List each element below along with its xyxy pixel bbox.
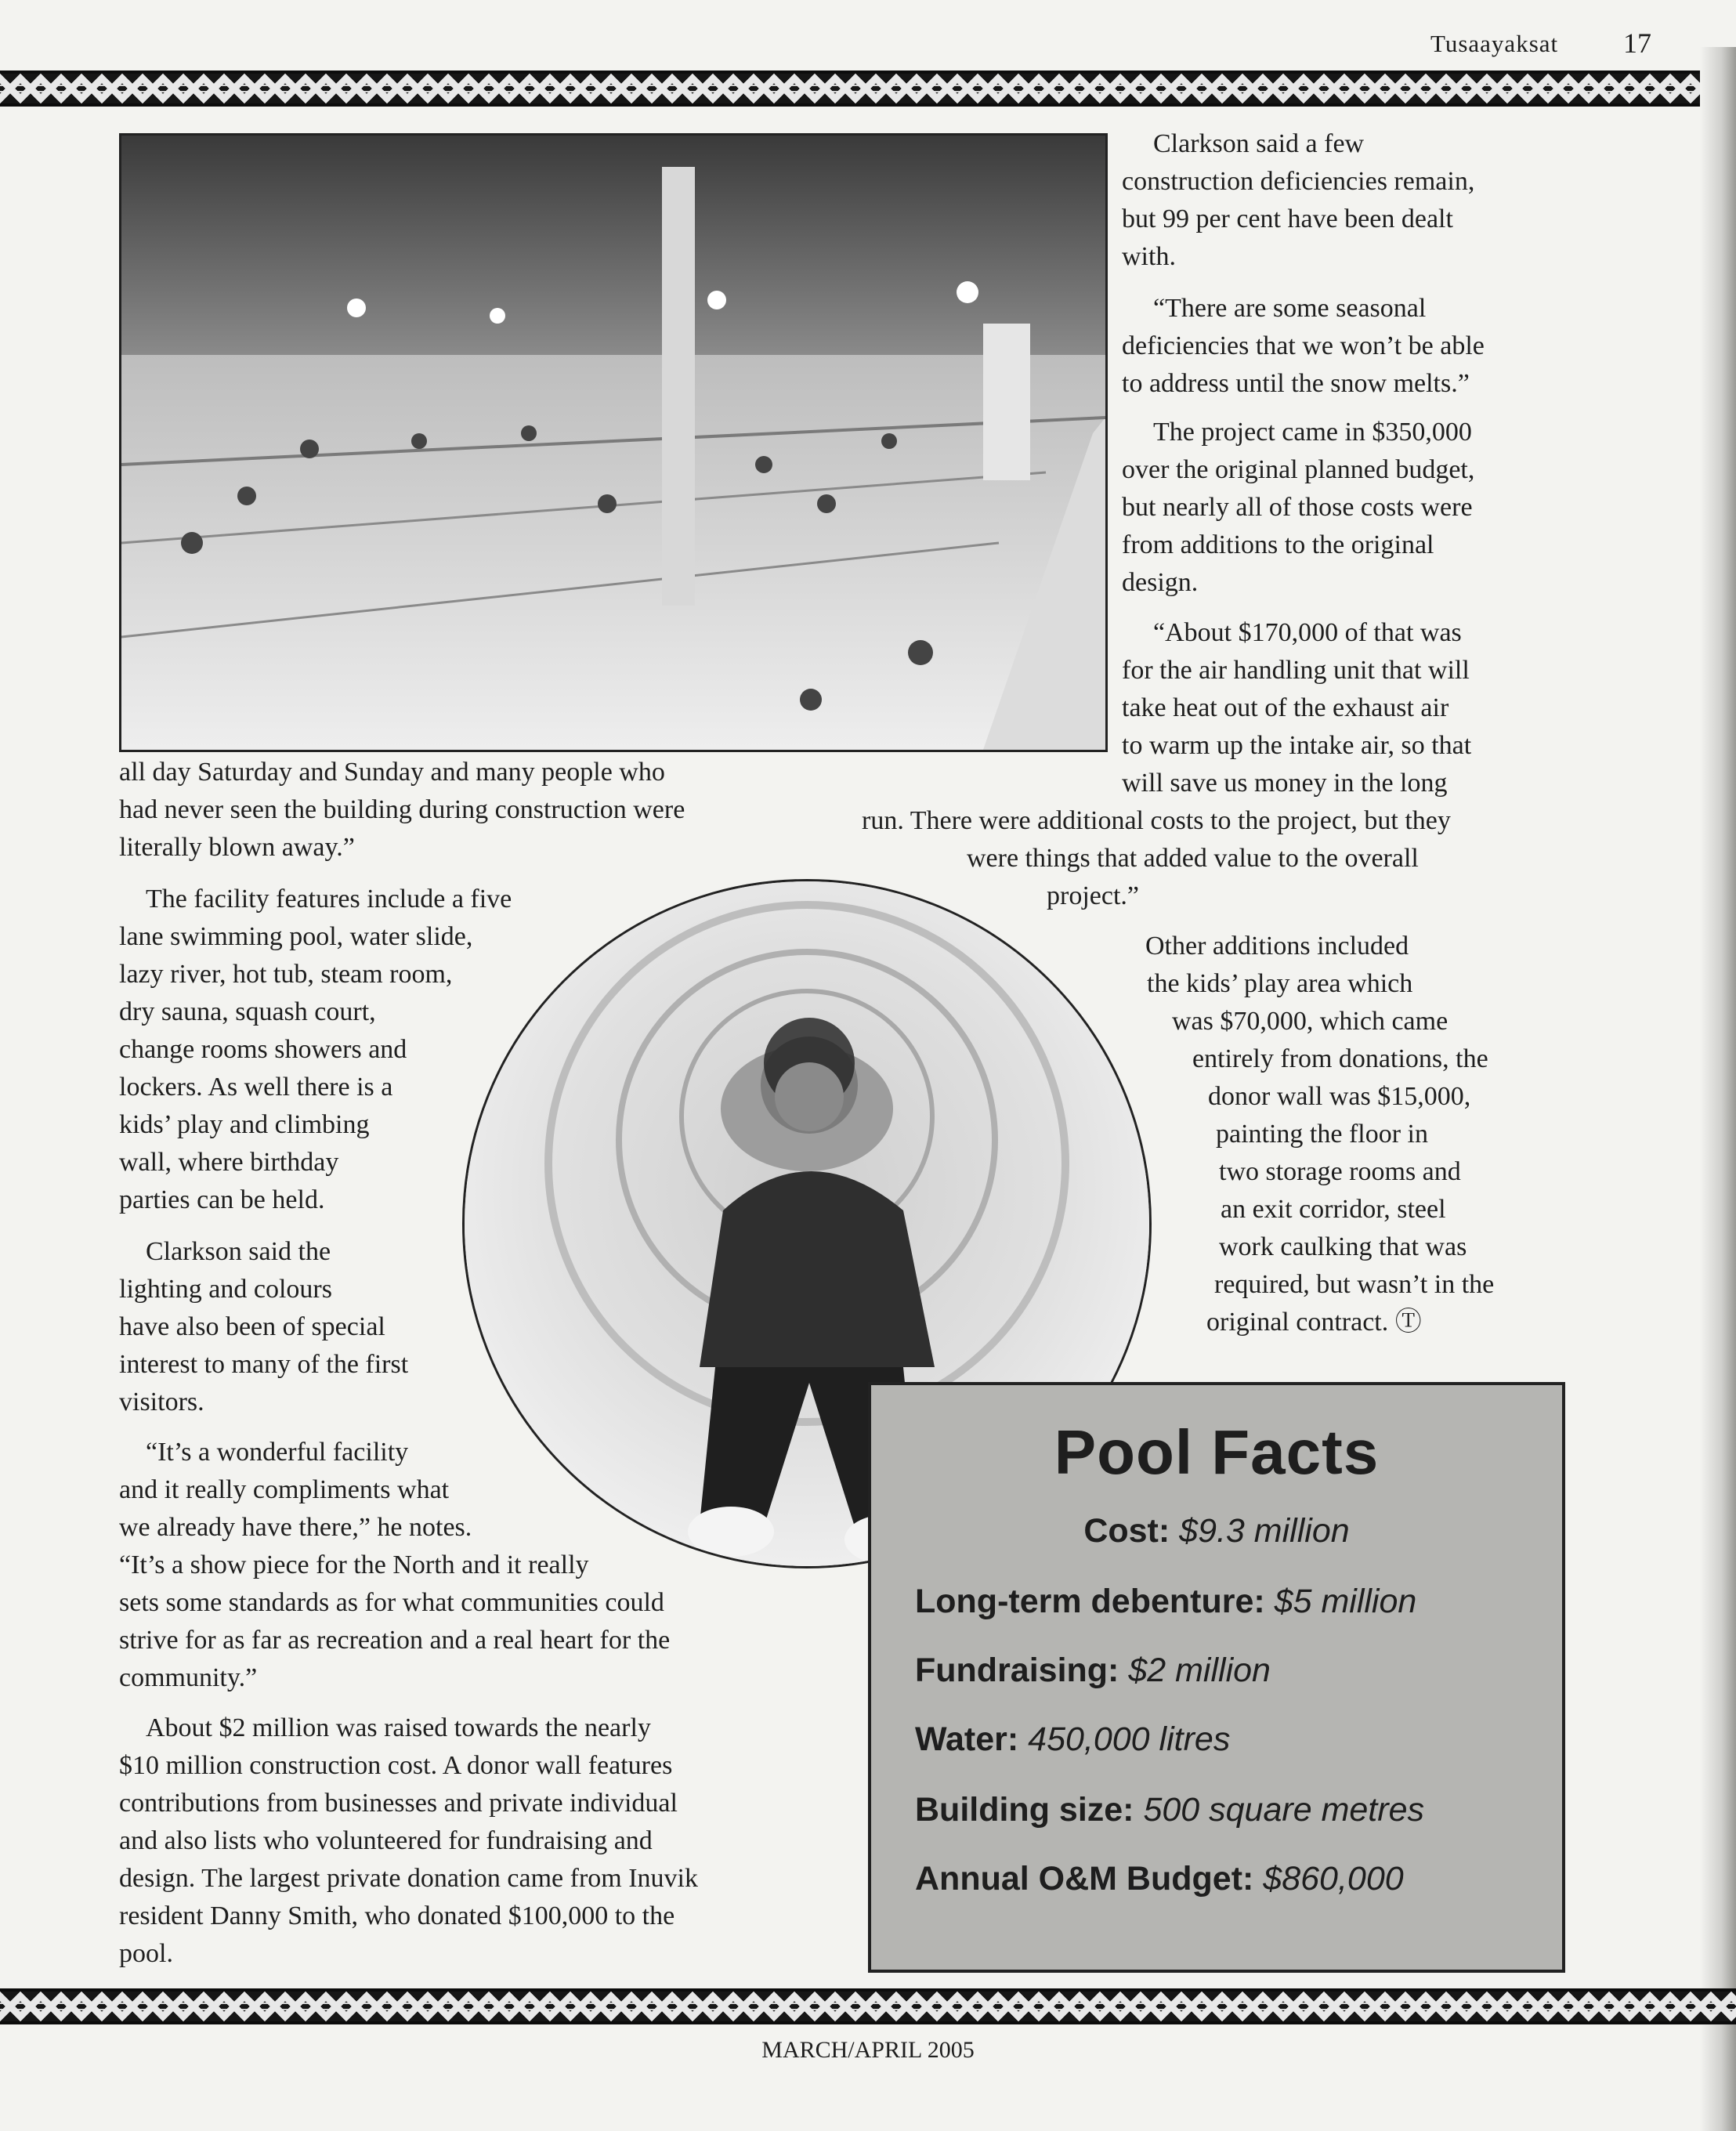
fact-om-budget	[915, 1860, 1404, 1898]
text-line: will save us money in the long	[1122, 769, 1448, 798]
fundraising-paragraph	[119, 1710, 698, 1973]
text-line: interest to many of the first	[119, 1350, 409, 1379]
fact-debenture	[915, 1583, 1416, 1621]
text-line: run. There were additional costs to the project, but they	[862, 806, 1451, 835]
fact-fundraising	[915, 1652, 1271, 1690]
text-line: and it really compliments what	[119, 1475, 450, 1504]
text-line: work caulking that was	[1219, 1232, 1467, 1261]
text-line: “It’s a show piece for the North and it really	[119, 1550, 589, 1579]
text-line: painting the floor in	[1216, 1120, 1429, 1149]
text-line: Clarkson said a few	[1153, 129, 1365, 158]
fact-label: Annual O&M Budget:	[915, 1860, 1254, 1898]
text-line: literally blown away.”	[119, 833, 355, 862]
text-line: but nearly all of those costs were	[1122, 493, 1473, 522]
fact-value: $9.3 million	[1179, 1512, 1350, 1550]
fact-label: Cost:	[1083, 1512, 1170, 1550]
text-line: pool.	[119, 1939, 173, 1968]
text-line: required, but wasn’t in the	[1214, 1270, 1495, 1299]
text-line: take heat out of the exhaust air	[1122, 693, 1449, 722]
issue-date: MARCH/APRIL 2005	[761, 2037, 975, 2063]
text-line: lazy river, hot tub, steam room,	[119, 960, 453, 989]
text-line: donor wall was $15,000,	[1208, 1082, 1471, 1111]
fact-value: $5 million	[1274, 1583, 1417, 1620]
text-line: “About $170,000 of that was	[1153, 618, 1462, 647]
text-line: were things that added value to the overall	[967, 844, 1419, 873]
text-line: change rooms showers and	[119, 1035, 407, 1064]
fact-label: Building size:	[915, 1791, 1134, 1829]
text-line: the kids’ play area which	[1147, 969, 1413, 998]
pool-photo	[119, 133, 1108, 752]
fact-value: 500 square metres	[1143, 1791, 1424, 1829]
text-line: had never seen the building during construction were	[119, 795, 685, 824]
text-line: two storage rooms and	[1219, 1157, 1461, 1186]
text-line: lane swimming pool, water slide,	[119, 922, 473, 951]
text-line: parties can be held.	[119, 1185, 325, 1214]
pool-facts-title: Pool Facts	[1054, 1417, 1380, 1487]
budget-paragraph	[1122, 414, 1474, 602]
text-line: an exit corridor, steel	[1221, 1195, 1446, 1224]
text-line: to warm up the intake air, so that	[1122, 731, 1472, 760]
text-line: community.”	[119, 1663, 258, 1692]
text-line: over the original planned budget,	[1122, 455, 1475, 484]
fact-label: Water:	[915, 1720, 1019, 1758]
text-line: to address until the snow melts.”	[1122, 369, 1470, 398]
air-handling-paragraph	[1122, 614, 1471, 802]
text-line: deficiencies that we won’t be able	[1122, 331, 1485, 360]
end-mark-icon: Ⓣ	[1394, 1308, 1422, 1337]
text-line: “It’s a wonderful facility	[146, 1438, 409, 1467]
fact-label: Fundraising:	[915, 1652, 1119, 1689]
text-line: for the air handling unit that will	[1122, 656, 1470, 685]
text-line: $10 million construction cost. A donor wall features	[119, 1751, 673, 1780]
quote-continuation	[119, 754, 685, 867]
text-line: strive for as far as recreation and a real heart for the	[119, 1626, 671, 1655]
text-line: visitors.	[119, 1388, 204, 1416]
text-line: design.	[1122, 568, 1199, 597]
text-line: The facility features include a five	[146, 885, 512, 914]
text-line: lockers. As well there is a	[119, 1073, 393, 1102]
text-line: construction deficiencies remain,	[1122, 167, 1475, 196]
fact-label: Long-term debenture:	[915, 1583, 1265, 1620]
text-line	[1145, 1304, 1494, 1341]
text-line: with.	[1122, 242, 1176, 271]
page-number: 17	[1623, 27, 1651, 59]
text-line: About $2 million was raised towards the nearly	[146, 1713, 651, 1742]
fact-cost	[871, 1512, 1562, 1550]
page-edge-shadow	[1700, 47, 1736, 2131]
seasonal-paragraph	[1122, 290, 1485, 403]
text-line: Clarkson said the	[146, 1237, 331, 1266]
text-line: dry sauna, squash court,	[119, 997, 376, 1026]
features-paragraph	[119, 881, 512, 1219]
fact-building-size	[915, 1791, 1424, 1829]
additional-costs-paragraph	[862, 802, 1451, 915]
decorative-border-top	[0, 71, 1736, 107]
pool-scene-image	[121, 136, 1105, 750]
text-line: have also been of special	[119, 1312, 385, 1341]
deficiencies-paragraph	[1122, 125, 1474, 276]
text-line: contributions from businesses and private individual	[119, 1789, 678, 1818]
text-line: entirely from donations, the	[1192, 1044, 1488, 1073]
fact-value: $860,000	[1263, 1860, 1404, 1898]
fact-value: 450,000 litres	[1028, 1720, 1231, 1758]
text-line: we already have there,” he notes.	[119, 1513, 472, 1542]
text-line: The project came in $350,000	[1153, 418, 1472, 447]
text-line: was $70,000, which came	[1172, 1007, 1448, 1036]
fact-water	[915, 1720, 1230, 1759]
text-line: “There are some seasonal	[1153, 294, 1427, 323]
fact-value: $2 million	[1128, 1652, 1271, 1689]
lighting-paragraph	[119, 1233, 408, 1421]
decorative-border-bottom	[0, 1988, 1736, 2024]
text-line: but 99 per cent have been dealt	[1122, 204, 1453, 233]
text-line: kids’ play and climbing	[119, 1110, 370, 1139]
text-line: from additions to the original	[1122, 530, 1434, 559]
text-line: lighting and colours	[119, 1275, 332, 1304]
text-line: resident Danny Smith, who donated $100,000 to the	[119, 1901, 675, 1930]
pool-facts-box	[868, 1382, 1565, 1973]
text-line: all day Saturday and Sunday and many people who	[119, 758, 665, 787]
publication-name: Tusaayaksat	[1430, 30, 1559, 57]
text-line: wall, where birthday	[119, 1148, 339, 1177]
text-line-final: original contract.	[1206, 1308, 1389, 1337]
text-line: Other additions included	[1145, 932, 1409, 961]
other-additions-paragraph	[1145, 928, 1494, 1341]
text-line: design. The largest private donation came from Inuvik	[119, 1864, 698, 1893]
text-line: sets some standards as for what communities could	[119, 1588, 664, 1617]
text-line: and also lists who volunteered for fundraising and	[119, 1826, 653, 1855]
text-line: project.”	[1047, 881, 1139, 910]
